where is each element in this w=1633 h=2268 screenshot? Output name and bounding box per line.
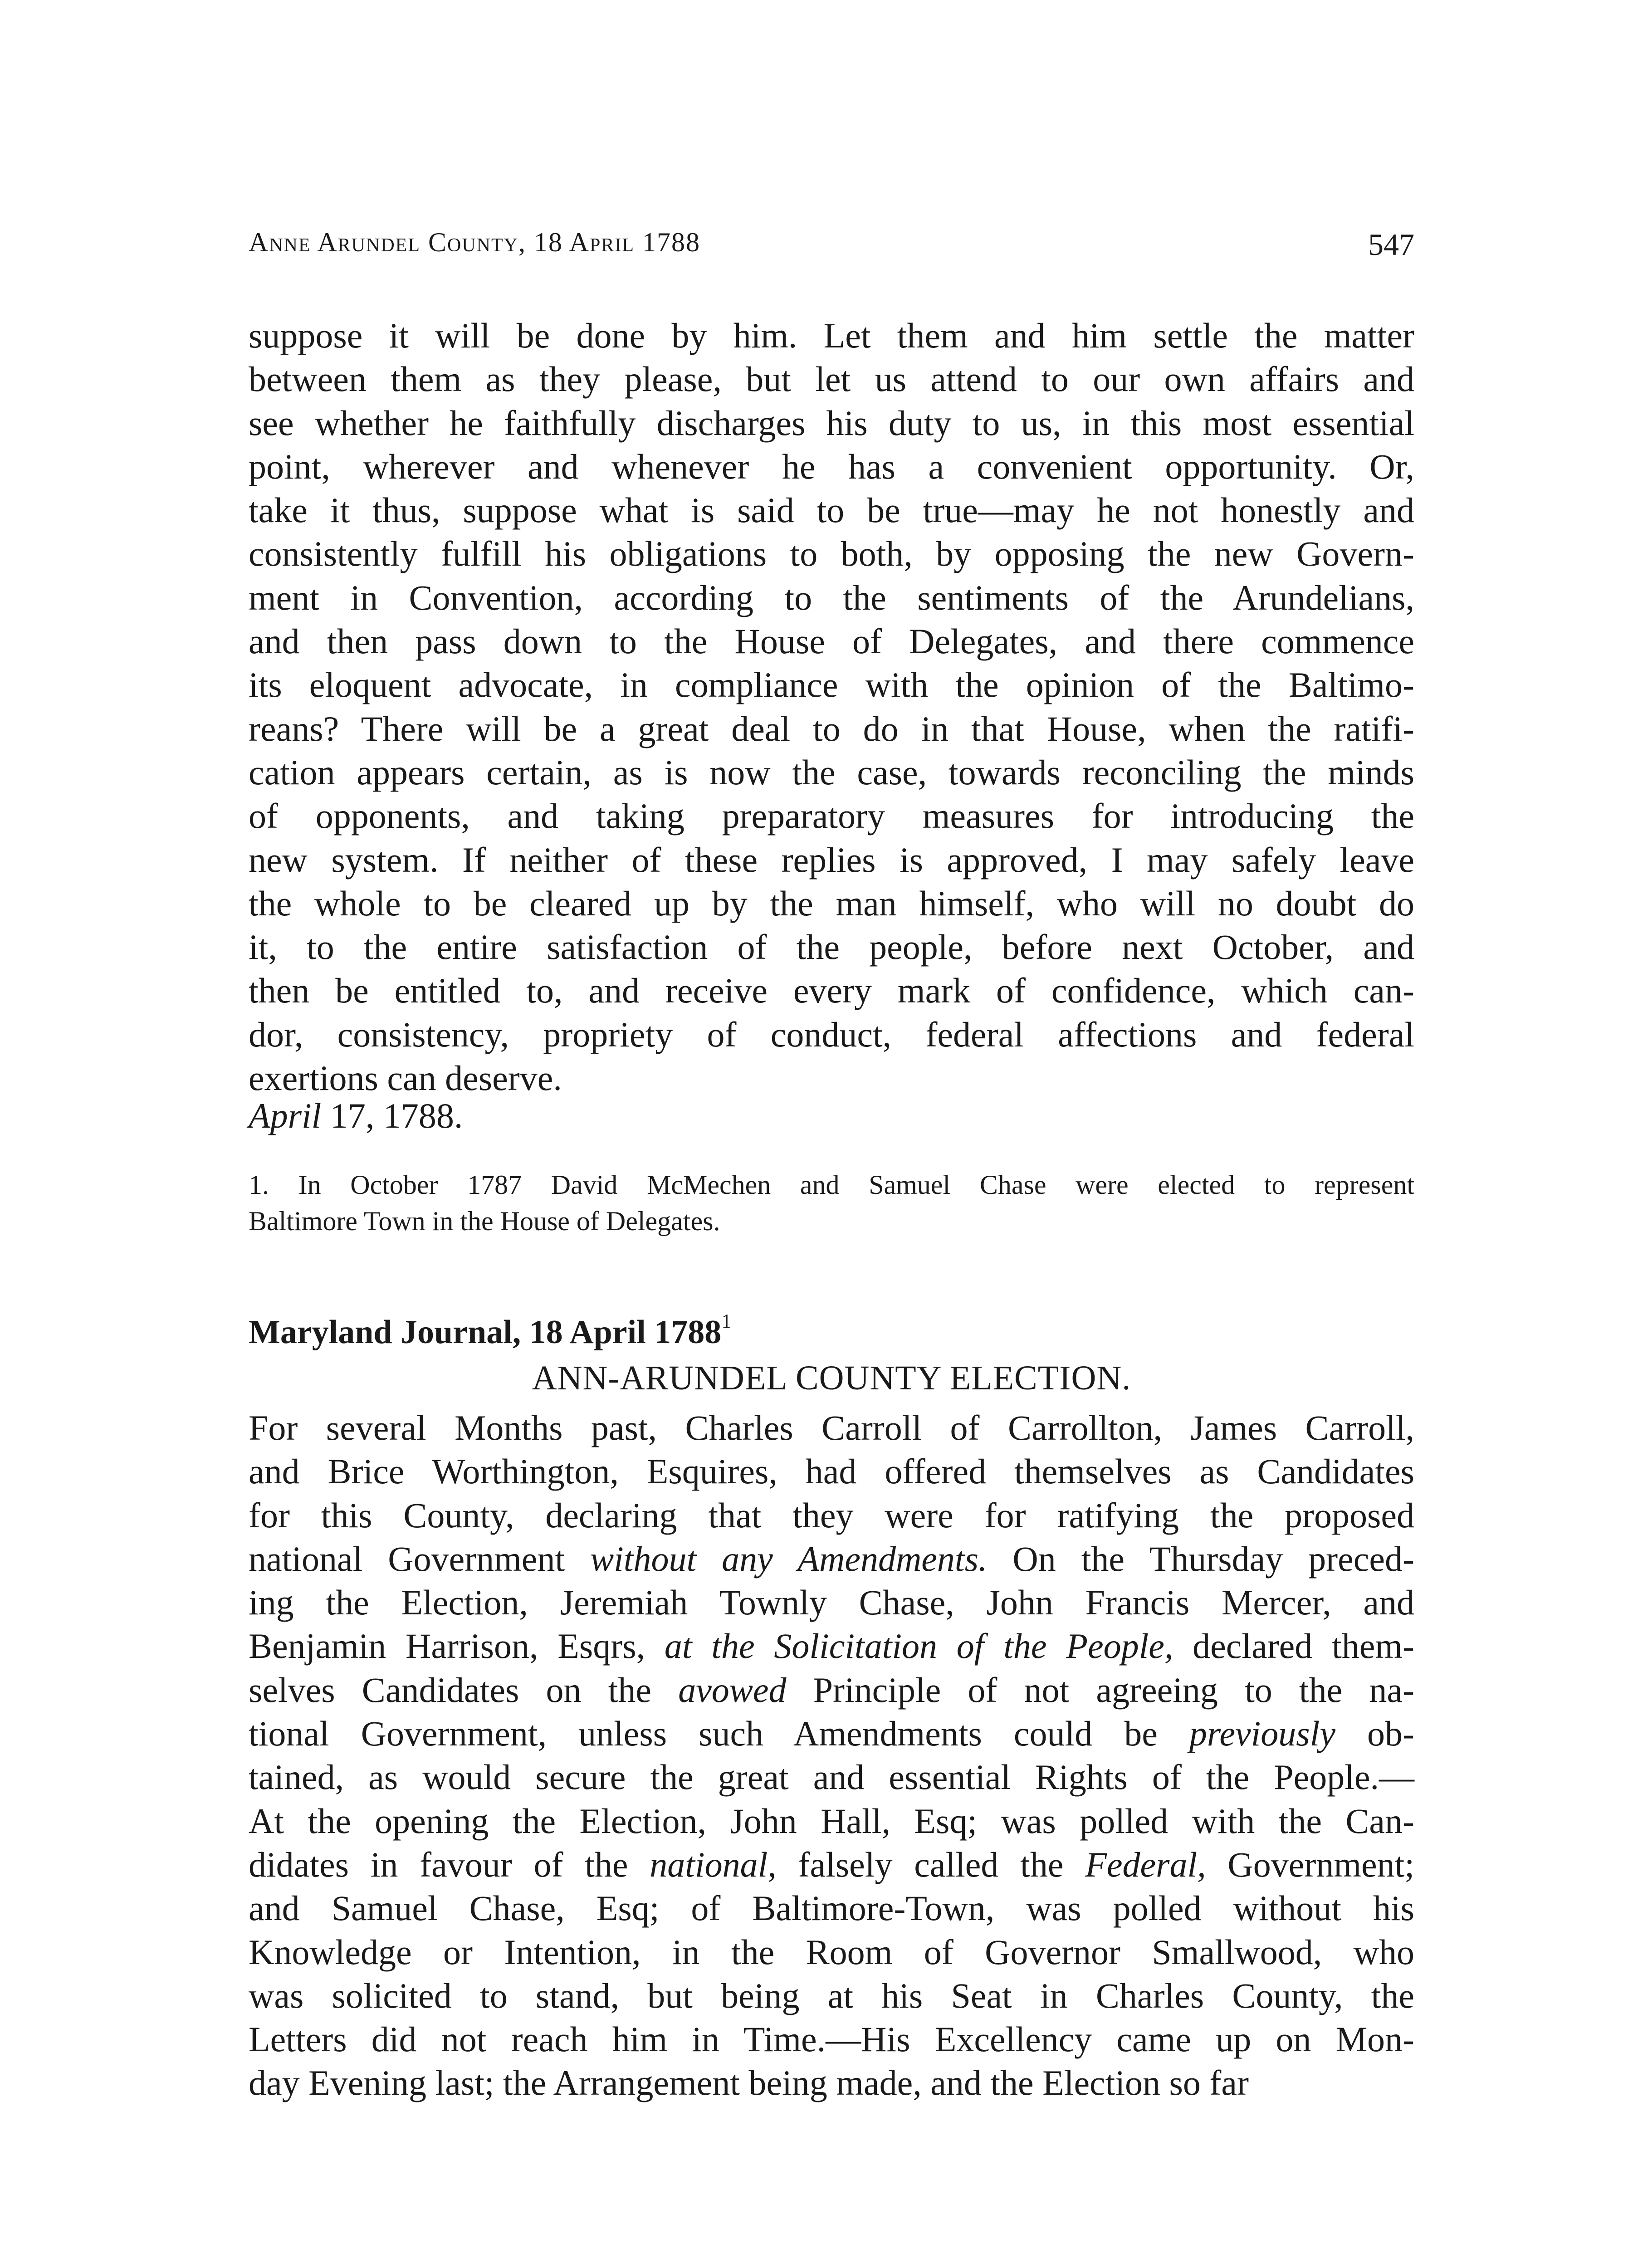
italic-phrase: avowed — [678, 1670, 787, 1710]
text-line: for this County, declaring that they were for ratifying the proposed — [249, 1495, 1414, 1535]
text-line: reans? There will be a great deal to do in that House, when the ratifi- — [249, 709, 1414, 748]
text-line: At the opening the Election, John Hall, Esq; was polled with the Can- — [249, 1801, 1414, 1841]
dateline — [249, 1094, 463, 1138]
running-head-title: Anne Arundel County, 18 April 1788 — [249, 227, 701, 257]
text-line: suppose it will be done by him. Let them and him settle the matter — [249, 316, 1414, 355]
text-line: dor, consistency, propriety of conduct, federal affections and federal — [249, 1014, 1414, 1054]
text-line: take it thus, suppose what is said to be true—may he not honestly and — [249, 490, 1414, 530]
text-line: between them as they please, but let us attend to our own affairs and — [249, 359, 1414, 399]
footnote — [249, 1167, 1414, 1239]
dateline-month: April — [249, 1096, 322, 1135]
text-line: was solicited to stand, but being at his Seat in Charles County, the — [249, 1975, 1414, 2015]
text-line: selves Candidates on the avowed Principle of not agreeing to the na- — [249, 1670, 1414, 1710]
text-line: Baltimore Town in the House of Delegates. — [249, 1206, 720, 1236]
text-line: cation appears certain, as is now the case, towards reconciling the minds — [249, 752, 1414, 792]
text-line: new system. If neither of these replies is approved, I may safely leave — [249, 840, 1414, 880]
text-line: exertions can deserve. — [249, 1058, 562, 1098]
text-line: ment in Convention, according to the sentiments of the Arundelians, — [249, 577, 1414, 617]
italic-phrase: Federal, — [1085, 1844, 1206, 1884]
running-head — [249, 227, 1414, 277]
text-line: tained, as would secure the great and essential Rights of the People.— — [249, 1757, 1414, 1797]
text-line: its eloquent advocate, in compliance with the opinion of the Baltimo- — [249, 665, 1414, 705]
continuation-lines — [249, 314, 1414, 1100]
text-line: and Samuel Chase, Esq; of Baltimore-Town, was polled without his — [249, 1888, 1414, 1928]
text-line: and Brice Worthington, Esquires, had offered themselves as Candidates — [249, 1452, 1414, 1491]
text-line: 1. In October 1787 David McMechen and Samuel Chase were elected to represent — [249, 1170, 1414, 1200]
text-line: tional Government, unless such Amendments could be previously ob- — [249, 1714, 1414, 1754]
text-line: Letters did not reach him in Time.—His Excellency came up on Mon- — [249, 2019, 1414, 2059]
text-line: Knowledge or Intention, in the Room of Governor Smallwood, who — [249, 1932, 1414, 1972]
text-line: and then pass down to the House of Delegates, and there commence — [249, 621, 1414, 661]
text-line: of opponents, and taking preparatory measures for introducing the — [249, 796, 1414, 836]
text-line: Benjamin Harrison, Esqrs, at the Solicitation of the People, declared them- — [249, 1626, 1415, 1666]
heading-note-marker: 1 — [721, 1310, 732, 1333]
italic-phrase: without any Amendments. — [590, 1539, 988, 1579]
section-title: ANN-ARUNDEL COUNTY ELECTION. — [532, 1359, 1131, 1397]
document-heading-text: Maryland Journal, 18 April 1788 — [249, 1314, 722, 1351]
text-line: national Government without any Amendments. On the Thursday preced- — [249, 1539, 1414, 1579]
text-line: For several Months past, Charles Carroll of Carrollton, James Carroll, — [249, 1408, 1414, 1447]
text-line: then be entitled to, and receive every mark of confidence, which can- — [249, 971, 1414, 1011]
text-line: didates in favour of the national, falsely called the Federal, Government; — [249, 1844, 1414, 1884]
document-lines — [249, 1406, 1414, 2105]
continuation-paragraph — [249, 314, 1414, 1100]
italic-phrase: previously — [1189, 1714, 1335, 1754]
text-line: see whether he faithfully discharges his duty to us, in this most essential — [249, 403, 1414, 443]
document-heading — [249, 1310, 732, 1352]
page-number: 547 — [1368, 227, 1414, 262]
italic-phrase: at the Solicitation of the People, — [664, 1626, 1173, 1666]
text-line: consistently fulfill his obligations to both, by opposing the new Govern- — [249, 534, 1414, 574]
document-paragraph — [249, 1406, 1414, 2105]
text-line: the whole to be cleared up by the man himself, who will no doubt do — [249, 883, 1414, 923]
text-line: ing the Election, Jeremiah Townly Chase, John Francis Mercer, and — [249, 1583, 1414, 1623]
italic-phrase: national, — [650, 1844, 777, 1884]
text-line: it, to the entire satisfaction of the people, before next October, and — [249, 927, 1414, 967]
text-line: point, wherever and whenever he has a convenient opportunity. Or, — [249, 446, 1414, 486]
text-line: day Evening last; the Arrangement being made, and the Election so far — [249, 2063, 1249, 2103]
dateline-rest: 17, 1788. — [321, 1096, 463, 1135]
